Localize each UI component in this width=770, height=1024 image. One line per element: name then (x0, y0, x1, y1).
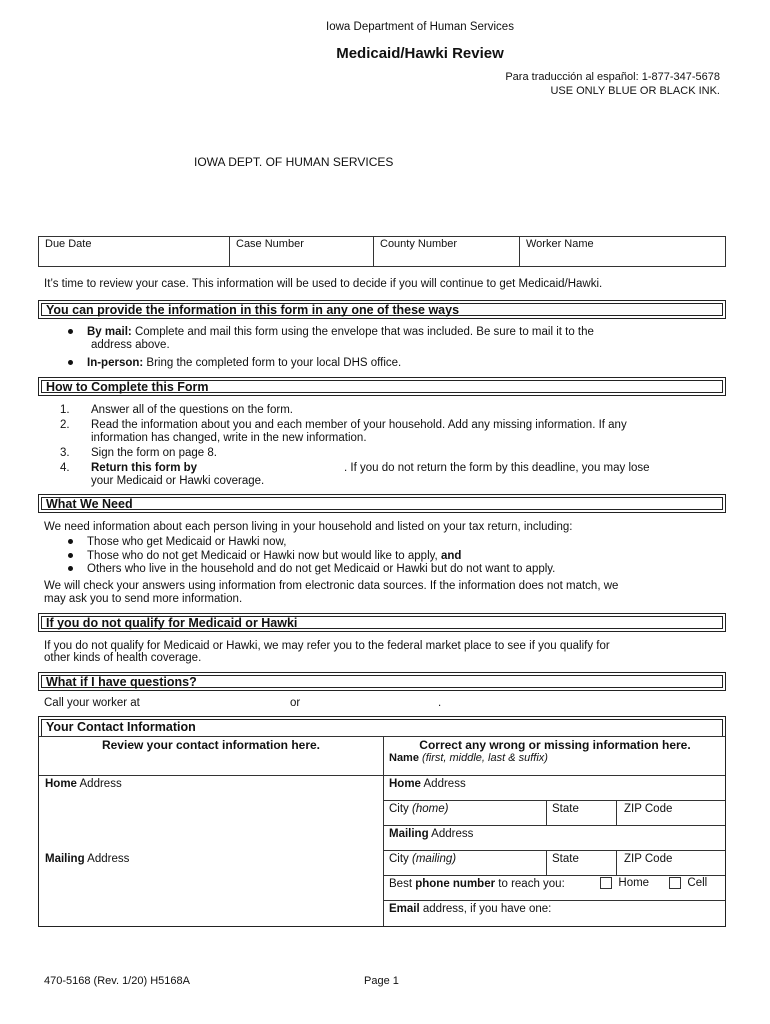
how-heading (38, 377, 726, 396)
county-number-cell: County Number (374, 237, 520, 266)
mail-text: Complete and mail this form using the envelope that was included. Be sure to mail it to the (131, 326, 594, 338)
step-4-cont: your Medicaid or Hawki coverage. (91, 475, 265, 487)
checkbox-icon[interactable] (600, 877, 612, 889)
phone-cell-option[interactable]: Cell (669, 877, 707, 889)
form-number: 470-5168 (Rev. 1/20) H5168A (44, 975, 190, 987)
mailing-city-field[interactable]: City (mailing) (389, 853, 457, 865)
due-date-cell: Due Date (39, 237, 230, 266)
mail-label: By mail: (87, 326, 132, 338)
mailing-address-block: IOWA DEPT. OF HUMAN SERVICES (194, 155, 394, 169)
mailing-zip-field[interactable]: ZIP Code (624, 853, 673, 865)
qualify-text: If you do not qualify for Medicaid or Hawki, we may refer you to the federal market place to see if you qualify for (44, 640, 610, 652)
qualify-text-cont: other kinds of health coverage. (44, 652, 202, 664)
list-item (68, 357, 401, 371)
case-info-box (38, 236, 726, 267)
agency-name: Iowa Department of Human Services (326, 21, 514, 33)
step-1: 1. Answer all of the questions on the form. (60, 404, 293, 416)
translation-phone: Para traducción al español: 1-877-347-5678 (505, 71, 720, 83)
phone-field: Best phone number to reach you: (389, 878, 565, 890)
home-state-field[interactable]: State (552, 803, 579, 815)
questions-heading-text: What if I have questions? (41, 675, 723, 688)
bullet-icon (68, 360, 73, 365)
correct-column-head: Correct any wrong or missing information here. (419, 738, 691, 752)
mail-text-cont: address above. (91, 339, 170, 351)
check-text: We will check your answers using information from electronic data sources. If the information does not match, we (44, 580, 619, 592)
list-item: Others who live in the household and do not get Medicaid or Hawki but do not want to apply. (68, 563, 555, 577)
check-text-cont: may ask you to send more information. (44, 593, 243, 605)
checkbox-icon[interactable] (669, 877, 681, 889)
mailing-address-field[interactable]: Mailing Address (389, 828, 474, 840)
in-person-label: In-person: (87, 357, 144, 369)
home-city-field[interactable]: City (home) (389, 803, 449, 815)
qualify-heading-text: If you do not qualify for Medicaid or Hawki (41, 616, 723, 629)
list-item: Those who do not get Medicaid or Hawki now but would like to apply, and (68, 550, 461, 564)
form-title: Medicaid/Hawki Review (336, 45, 504, 62)
worker-name-cell: Worker Name (526, 238, 594, 250)
period-text: . (438, 697, 442, 709)
name-field[interactable]: Name (first, middle, last & suffix) (389, 752, 548, 764)
step-4-deadline: . If you do not return the form by this deadline, you may lose (344, 462, 650, 474)
contact-heading: Your Contact Information (41, 719, 723, 736)
call-worker-text: Call your worker at (44, 697, 140, 709)
step-3: 3. Sign the form on page 8. (60, 447, 217, 459)
need-heading (38, 494, 726, 513)
contact-info-section (38, 716, 726, 927)
step-4: 4. Return this form by (60, 462, 198, 474)
step-2: 2. Read the information about you and each member of your household. Add any missing information. If any (60, 419, 627, 431)
how-heading-text: How to Complete this Form (41, 380, 723, 393)
list-item (68, 326, 594, 340)
mailing-state-field[interactable]: State (552, 853, 579, 865)
or-text: or (290, 697, 301, 709)
step-2-cont: information has changed, write in the new information. (91, 432, 367, 444)
case-number-cell: Case Number (230, 237, 374, 266)
need-heading-text: What We Need (41, 497, 723, 510)
ink-note: USE ONLY BLUE OR BLACK INK. (550, 85, 720, 97)
in-person-text: Bring the completed form to your local DHS office. (143, 357, 402, 369)
phone-home-option[interactable]: Home (600, 877, 649, 889)
list-item: Those who get Medicaid or Hawki now, (68, 536, 286, 550)
home-address-field[interactable]: Home Address (389, 778, 466, 790)
home-zip-field[interactable]: ZIP Code (624, 803, 673, 815)
questions-heading (38, 672, 726, 691)
provide-heading (38, 300, 726, 319)
home-address-label: Home Address (45, 778, 122, 790)
email-field[interactable]: Email address, if you have one: (389, 903, 552, 915)
qualify-heading (38, 613, 726, 632)
mailing-address-label: Mailing Address (45, 853, 130, 865)
page-number: Page 1 (364, 975, 399, 987)
provide-heading-text: You can provide the information in this form in any one of these ways (41, 303, 723, 316)
translation-note (505, 70, 720, 98)
bullet-icon (68, 329, 73, 334)
intro-text: It’s time to review your case. This information will be used to decide if you will continue to get Medicaid/Hawki. (44, 278, 603, 290)
need-intro: We need information about each person living in your household and listed on your tax return, including: (44, 521, 573, 533)
review-column-head: Review your contact information here. (101, 738, 321, 752)
